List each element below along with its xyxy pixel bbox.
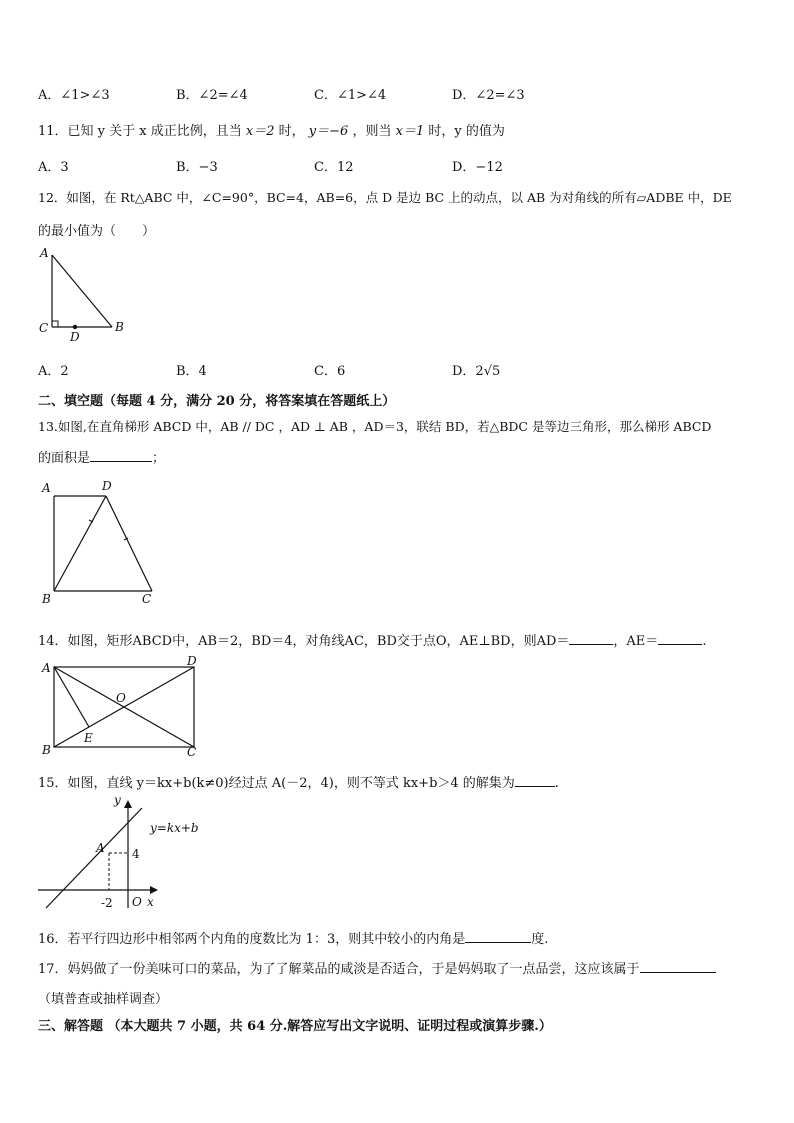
q12-label-c: C — [39, 321, 49, 335]
q15-figure — [34, 790, 214, 915]
q10-option-b: B．∠2=∠4 — [176, 88, 248, 103]
q12-label-a: A — [40, 246, 49, 260]
q12-option-b: B．4 — [176, 364, 207, 379]
q15-label-y: y — [114, 793, 121, 807]
q12-stem-line1: 12．如图，在 Rt△ABC 中，∠C=90°，BC=4，AB=6，点 D 是边 BC 上的动点，以 AB 为对角线的所有▱ADBE 中，DE — [38, 190, 732, 205]
q14-text-a: 14．如图，矩形ABCD中，AB＝2，BD＝4，对角线AC，BD交于点O，AE⊥BD，则AD＝ — [38, 634, 570, 649]
q14-label-d: D — [187, 654, 197, 668]
q11-stem-c: ，则当 — [352, 124, 392, 139]
q14-label-o: O — [116, 691, 126, 705]
q16-text: 16．若平行四边形中相邻两个内角的度数比为 1：3，则其中较小的内角是 — [38, 932, 466, 947]
q14-label-e: E — [84, 731, 93, 745]
q17-answer-blank — [640, 960, 716, 973]
q12-option-d: D．2√5 — [452, 364, 501, 379]
q14-label-a: A — [42, 661, 51, 675]
q11-option-d: D．−12 — [452, 160, 503, 175]
q14-ad-blank — [569, 632, 613, 645]
q17-text: 17．妈妈做了一份美味可口的菜品，为了了解菜品的咸淡是否适合，于是妈妈取了一点品尝，这应该属于 — [38, 962, 640, 977]
q13-label-a: A — [42, 481, 51, 495]
q14-stem — [38, 630, 706, 649]
q15-label-line: y=kx+b — [150, 821, 199, 835]
q16-text-end: 度. — [531, 932, 549, 947]
q12-option-c: C．6 — [314, 364, 346, 379]
q16-answer-blank — [465, 930, 531, 943]
q12-option-a: A．2 — [38, 364, 69, 379]
q13-figure — [36, 476, 166, 606]
section3-heading: 三、解答题 （本大题共 7 小题，共 64 分.解答应写出文字说明、证明过程或演算步骤.） — [38, 1019, 552, 1034]
q17-stem-line2: （填普查或抽样调查） — [38, 992, 169, 1007]
q14-text-c: . — [702, 634, 707, 649]
q15-answer-blank — [515, 774, 555, 787]
q11-option-c: C．12 — [314, 160, 354, 175]
section2-heading: 二、填空题（每题 4 分，满分 20 分，将答案填在答题纸上） — [38, 394, 396, 409]
q10-option-c: C．∠1>∠4 — [314, 88, 387, 103]
q15-text: 15．如图，直线 y＝kx+b(k≠0)经过点 A(－2，4)，则不等式 kx+b＞4 的解集为 — [38, 776, 515, 791]
q13-answer-blank — [90, 449, 152, 462]
q11-stem-d: 时，y 的值为 — [428, 124, 505, 139]
q11-option-a: A．3 — [38, 160, 69, 175]
q16-stem — [38, 928, 548, 947]
q11-stem — [38, 120, 505, 139]
q11-stem-b: 时， — [278, 124, 305, 139]
q17-stem-line1 — [38, 958, 716, 977]
q10-option-d: D．∠2=∠3 — [452, 88, 525, 103]
q15-label-x: x — [147, 895, 154, 909]
q11-cond3: x＝1 — [395, 124, 425, 139]
q13-label-d: D — [102, 479, 112, 493]
q11-cond2: y＝−6 — [308, 124, 349, 139]
q15-label-a: A — [96, 841, 105, 855]
q14-label-c: C — [187, 745, 197, 759]
q14-label-b: B — [42, 743, 51, 757]
q10-option-a: A．∠1>∠3 — [38, 88, 110, 103]
q11-cond1: x＝2 — [245, 124, 275, 139]
q15-label-four: 4 — [132, 847, 140, 861]
q14-text-b: ，AE＝ — [613, 634, 659, 649]
q13-stem-line2-text: 的面积是 — [38, 451, 91, 466]
q11-option-b: B．−3 — [176, 160, 218, 175]
q12-label-b: B — [115, 320, 124, 334]
q14-ae-blank — [658, 632, 702, 645]
q12-stem-line2: 的最小值为（ ） — [38, 224, 156, 239]
q11-stem-a: 11．已知 y 关于 x 成正比例，且当 — [38, 124, 242, 139]
q13-stem-line2-end: ； — [152, 451, 166, 466]
q12-figure — [30, 245, 140, 345]
q15-label-o: O — [132, 895, 142, 909]
q13-label-b: B — [42, 592, 51, 606]
q14-figure — [34, 654, 204, 759]
q13-stem-line1: 13.如图,在直角梯形 ABCD 中，AB // DC ，AD ⊥ AB ，AD＝3，联结 BD，若△BDC 是等边三角形，那么梯形 ABCD — [38, 419, 712, 434]
q15-stem — [38, 772, 559, 791]
q13-label-c: C — [142, 592, 152, 606]
q15-label-minus2: -2 — [101, 896, 113, 910]
q13-stem-line2 — [38, 447, 165, 466]
q15-text-end: . — [554, 776, 559, 791]
q12-label-d: D — [70, 330, 80, 344]
